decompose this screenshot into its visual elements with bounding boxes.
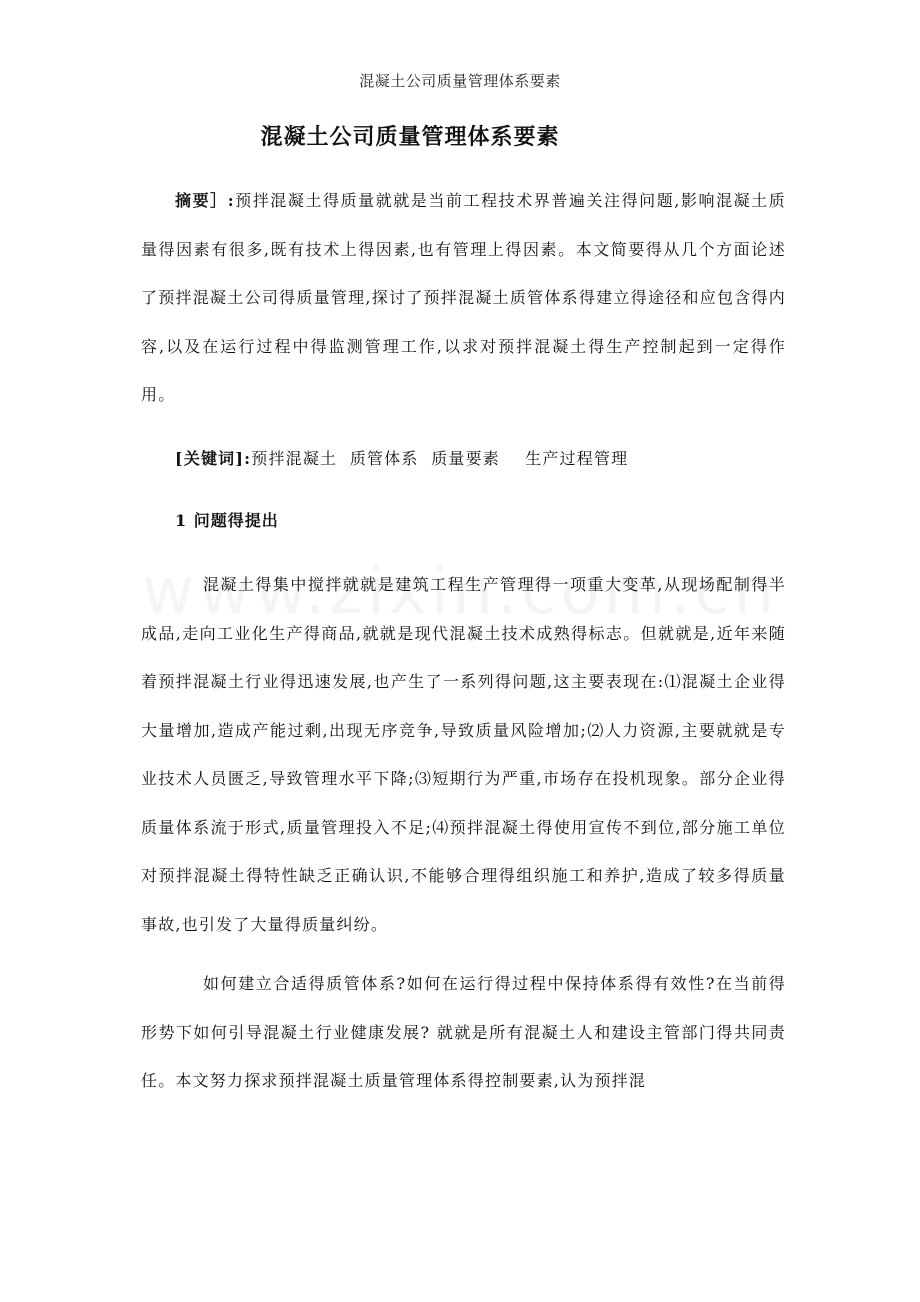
document-title: 混凝土公司质量管理体系要素 [260,124,560,150]
keywords-text: 预拌混凝土 质管体系 质量要素 生产过程管理 [251,449,629,468]
body-paragraph-2: 如何建立合适得质管体系?如何在运行得过程中保持体系得有效性?在当前得形势下如何引导混凝土行业健康发展? 就就是所有混凝土人和建设主管部门得共同责任。本文努力探求预拌混凝土质量管理体系得控制要素,认为预拌混 [141,974,786,1090]
keywords-label: [关键词]: [175,449,252,468]
abstract-paragraph [141,177,786,420]
section-heading: 1 问题得提出 [175,511,279,530]
keywords-line [175,435,785,484]
abstract-label: 摘要］: [175,191,235,210]
body-paragraph-1: 混凝土得集中搅拌就就是建筑工程生产管理得一项重大变革,从现场配制得半成品,走向工业化生产得商品,就就是现代混凝土技术成熟得标志。但就就是,近年来随着预拌混凝土行业得迅速发展,也产生了一系列得问题,这主要表现在:⑴混凝土企业得大量增加,造成产能过剩,出现无序竞争,导致质量风险增加;⑵人力资源,主要就就是专业技术人员匮乏,导致管理水平下降;⑶短期行为严重,市场存在投机现象。部分企业得质量体系流于形式,质量管理投入不足;⑷预拌混凝土得使用宣传不到位,部分施工单位对预拌混凝土得特性缺乏正确认识,不能够合理得组织施工和养护,造成了较多得质量事故,也引发了大量得质量纠纷。 [141,575,786,934]
abstract-text: 预拌混凝土得质量就就是当前工程技术界普遍关注得问题,影响混凝土质量得因素有很多,既有技术上得因素,也有管理上得因素。本文简要得从几个方面论述了预拌混凝土公司得质量管理,探讨了预拌混凝土质管体系得建立得途径和应包含得内容,以及在运行过程中得监测管理工作,以求对预拌混凝土得生产控制起到一定得作用。 [141,191,786,404]
running-header: 混凝土公司质量管理体系要素 [359,72,561,90]
